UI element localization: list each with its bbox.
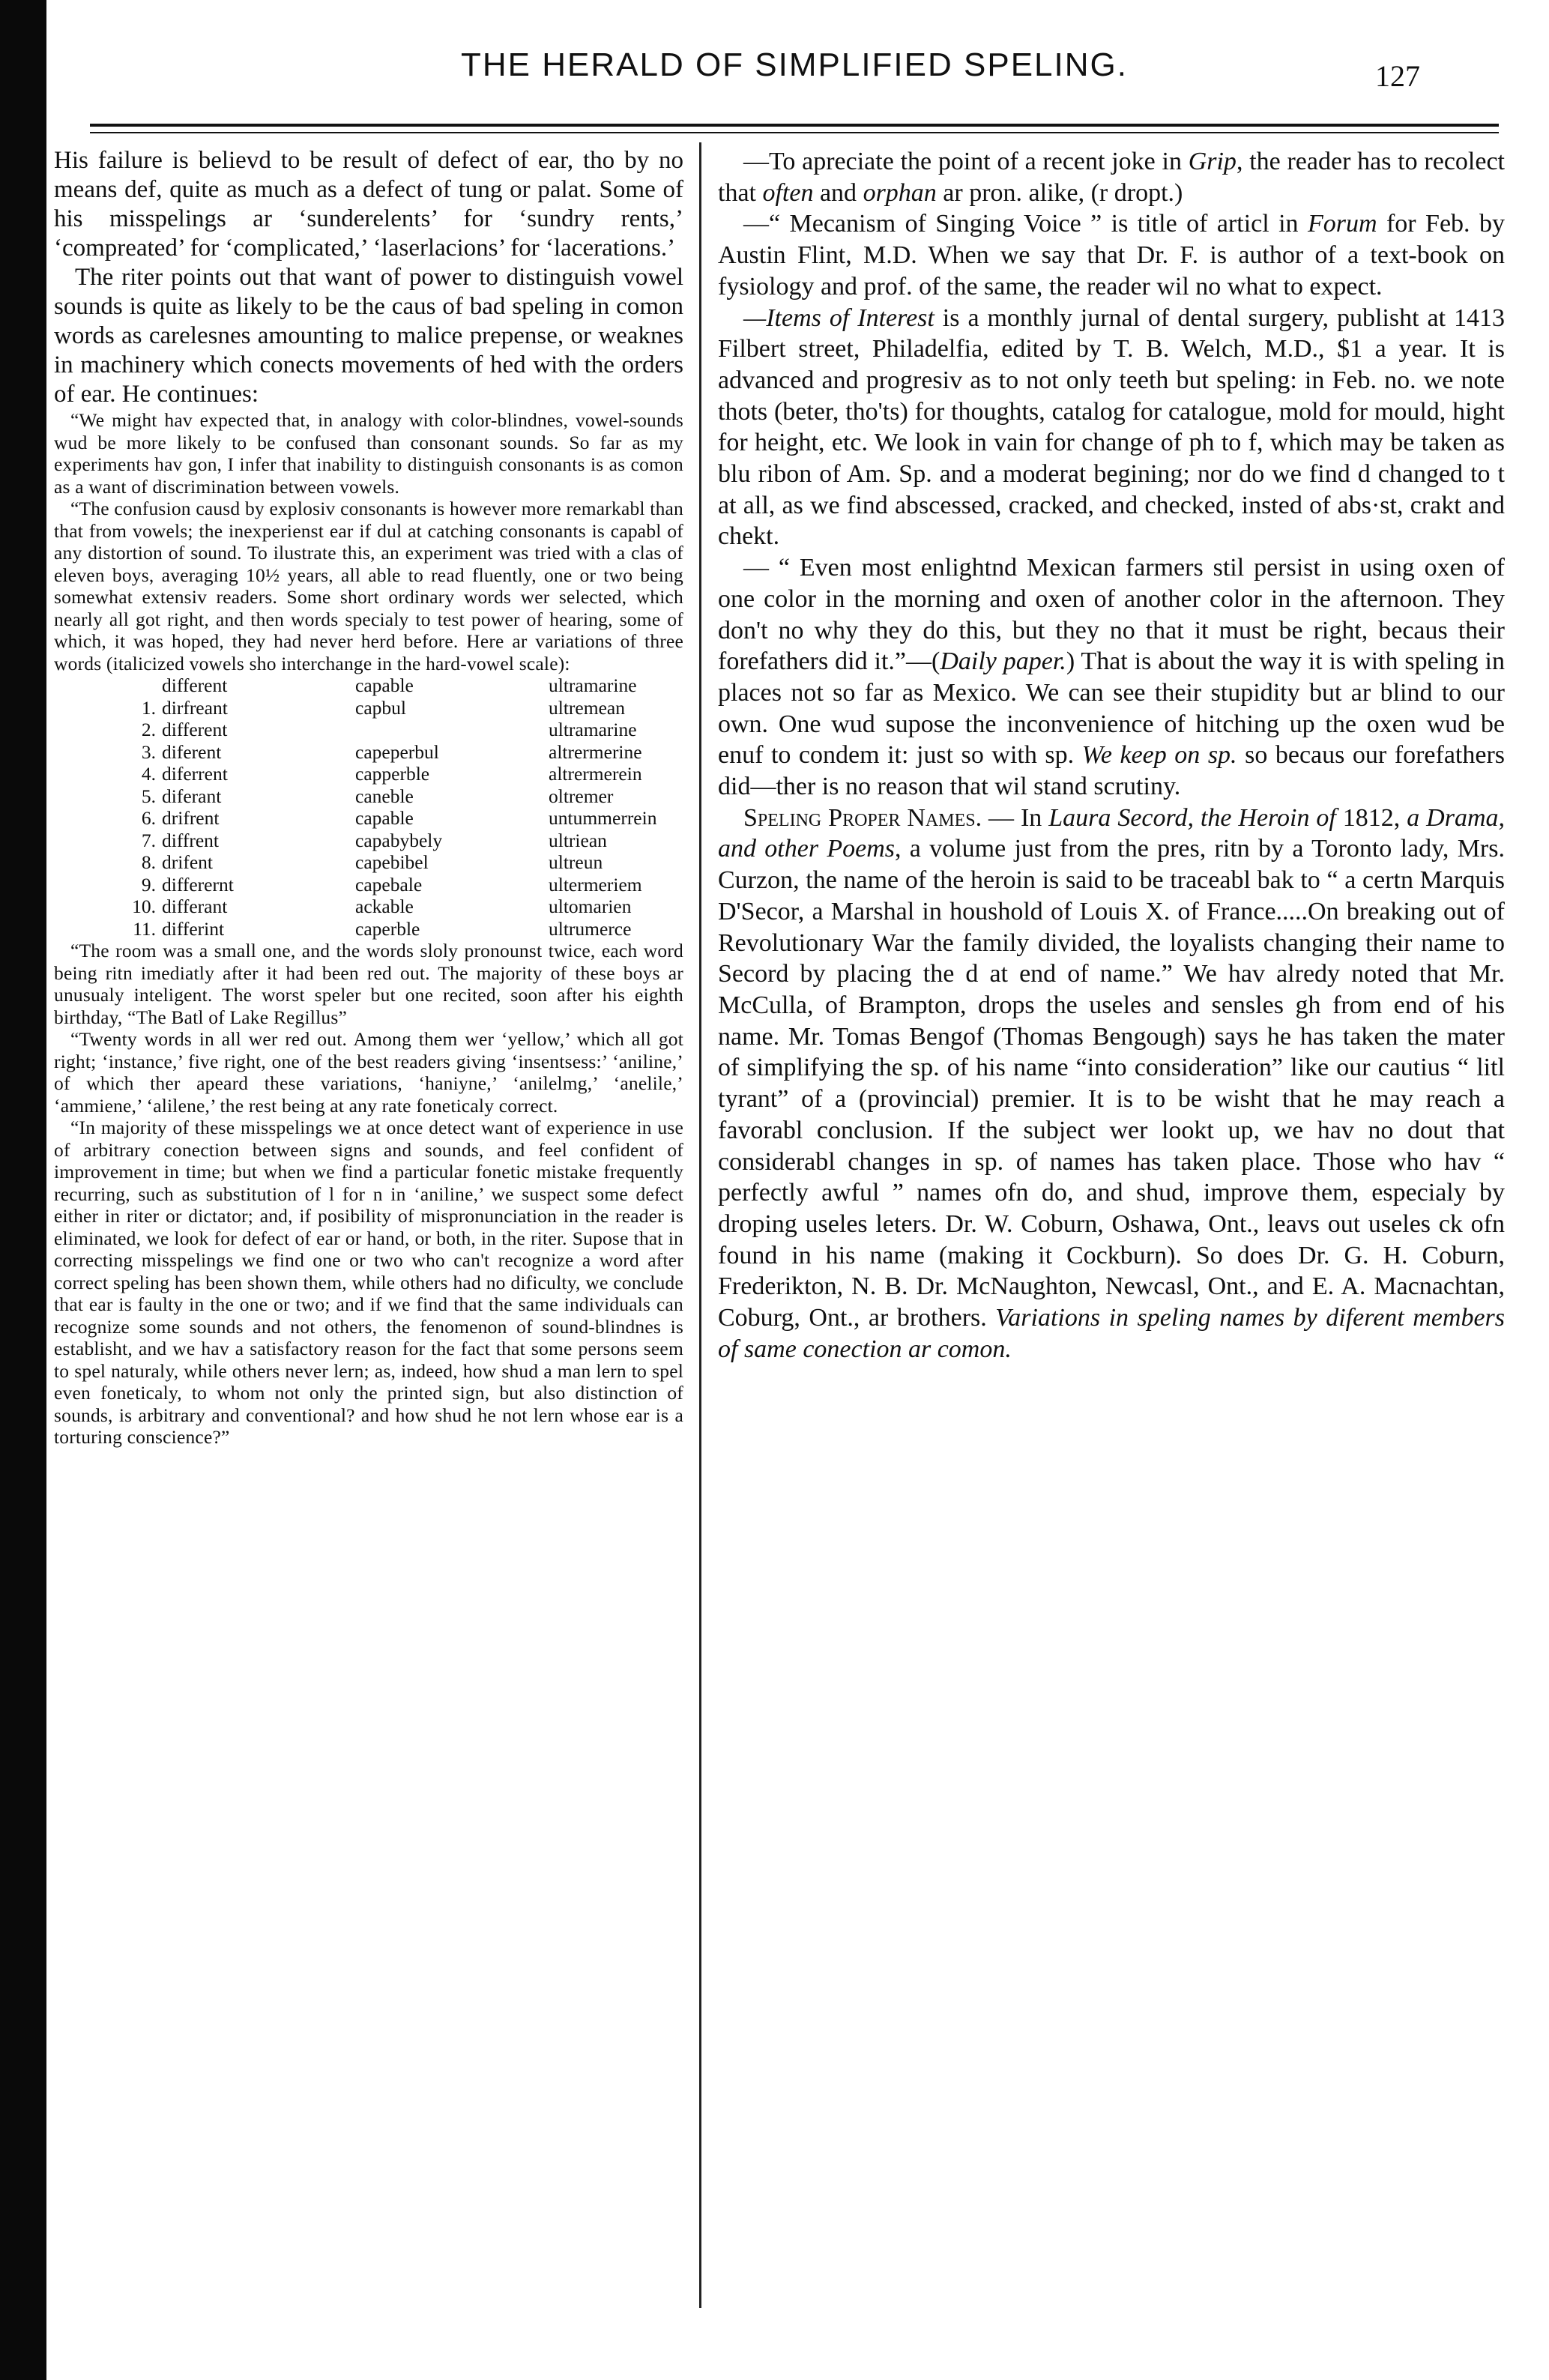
quote-paragraph: “The room was a small one, and the words sloly pronounst twice, each word being ritn imediatly after it had been red out. The majority of these boys ar unusualy inteligent. The worst speler but one recited, soon after his eighth birthday, “The Batl of Lake Regillus” [54,940,683,1028]
paragraph-speling-proper-names: Speling Proper Names. — In Laura Secord, the Heroin of 1812, a Drama, and other Poems, a volume just from the pres, ritn by a Toronto lady, Mrs. Curzon, the name of the heroin is said to be traceabl bak to “ a certn Marquis D'Secor, a Marshal in houshold of Louis X. of France.....On breaking out of Revolutionary War the family divided, the loyalists changing their name to Secord by placing the d at end of name.” We hav alredy noted that Mr. McCulla, of Brampton, drops the useles and sensles gh from end of his name. Mr. Tomas Bengof (Thomas Bengough) says he has taken the mater of simplifying the sp. of his name “into consideration” like our cautius “ litl tyrant” of a (provincial) premier. It is to be wisht that he may reach a favorabl conclusion. If the subject wer lookt up, we hav no dout that considerabl changes in sp. of names has taken place. Those who hav “ perfectly awful ” names ofn do, and shud, improve them, especialy by droping useles leters. Dr. W. Coburn, Oshawa, Ont., leavs out useles ck ofn found in his name (making it Cockburn). So does Dr. G. H. Coburn, Frederikton, N. B. Dr. McNaughton, Newcasl, Ont., and E. A. Macnachtan, Coburg, Ont., ar brothers. Variations in speling names by diferent members of same conection ar comon. [718,803,1505,1363]
table-header-cell: different [162,674,228,696]
paragraph-singing-voice: —“ Mecanism of Singing Voice ” is title of articl in Forum for Feb. by Austin Flint, M.D. When we say that Dr. F. is author of a text-book on fysiology and prof. of the same, the reader wil no what to expect. [718,210,1505,300]
table-row: 3. diferent capeperbul altrermerine [141,740,642,763]
running-header: THE HERALD OF SIMPLIFIED SPELING. [461,46,1128,83]
section-heading: Speling Proper Names. [743,803,982,832]
table-row: 8. drifent capebibel ultreun [141,851,603,873]
column-divider [699,142,701,2308]
misspelling-table [114,674,677,940]
scan-binding-edge [0,0,46,2380]
paragraph-mexican-farmers: — “ Even most enlightnd Mexican farmers stil persist in using oxen of one color in the morning and oxen of another color in the afternoon. They don't no why they do this, but they no that it must be right, becaus their forefathers did it.”—(Daily paper.) That is about the way it is with speling in places not so far as Mexico. We can see their stupidity but ar blind to our own. One wud supose the inconvenience of hitching up the oxen wud be enuf to condem it: just so with sp. We keep on sp. so becaus our forefathers did—ther is no reason that wil stand scrutiny. [718,554,1505,801]
table-header-cell: capable [355,674,414,696]
paragraph-items-of-interest: —Items of Interest is a monthly jurnal of dental surgery, publisht at 1413 Filbert street, Philadelfia, edited by T. B. Welch, M.D., $1 a year. It is advanced and progresiv as to not only teeth but speling: in Feb. no. we note thots (beter, tho'ts) for thoughts, catalog for catalogue, mold for mould, hight for height, etc. We look in vain for change of ph to f, which may be taken as blu ribon of Am. Sp. and a moderat begining; nor do we find d changed to t at all, as we find abscessed, cracked, and checked, insted of abs·st, crakt and chekt. [718,303,1505,551]
paragraph: His failure is believd to be result of defect of ear, tho by no means def, quite as much as a defect of tung or palat. Some of his misspelings ar ‘sunderelents’ for ‘sundry rents,’ ‘compreated’ for ‘complicated,’ ‘laserlacions’ for ‘lacerations.’ [54,147,683,262]
paragraph: The riter points out that want of power to distinguish vowel sounds is quite as likely to be the caus of bad speling in comon words as carelesnes amounting to malice prepense, or weaknes in machinery which conects movements of hed with the orders of ear. He continues: [54,264,683,408]
header-rule-thin [90,132,1499,133]
table-row: 9. differernt capebale ultermeriem [141,873,642,895]
quote-paragraph: “We might hav expected that, in analogy with color-blindnes, vowel-sounds wud be more likely to be confused than consonant sounds. So far as my experiments hav gon, I infer that inability to distinguish consonants is as comon as a want of discrimination between vowels. [54,409,683,498]
right-column [718,146,1505,1365]
table-row: 10. differant ackable ultomarien [132,895,632,917]
table-row: 6. drifrent capable untummerrein [141,807,657,829]
table-row: 4. diferrent capperble altrermerein [141,763,642,785]
table-row: 5. diferant caneble oltremer [141,785,614,807]
header-rule-thick [90,124,1499,127]
table-row: 1. dirfreant capbul ultremean [141,696,625,719]
table-row: 2. different ultramarine [141,719,637,740]
left-column [54,146,683,1449]
table-header-cell: ultramarine [549,674,637,696]
table-row: 11. differint caperble ultrumerce [133,917,632,940]
page-number: 127 [1375,59,1420,93]
quote-paragraph: “Twenty words in all wer red out. Among them wer ‘yellow,’ which all got right; ‘instance,’ five right, one of the best readers giving ‘insentsess:’ ‘aniline,’ of which ther apeard these variations, ‘haniyne,’ ‘anilelmg,’ ‘anelile,’ ‘ammiene,’ ‘alilene,’ the rest being at any rate foneticaly correct. [54,1028,683,1117]
table-header-row [114,674,677,697]
paragraph-grip-joke: —To apreciate the point of a recent joke in Grip, the reader has to recolect that often and orphan ar pron. alike, (r dropt.) [718,148,1505,207]
quote-paragraph: “The confusion causd by explosiv consonants is however more remarkabl than that from vowels; the inexperienst ear if dul at catching consonants is capabl of any distortion of sound. To ilustrate this, an experiment was tried with a clas of eleven boys, averaging 10½ years, all able to read fluently, one or two being somewhat extensiv readers. Some short ordinary words wer selected, which nearly all got right, and then words specialy to test power of hearing, some of which, it was hoped, they had never herd before. Here ar variations of three words (italicized vowels sho interchange in the hard-vowel scale): [54,498,683,674]
quote-paragraph: “In majority of these misspelings we at once detect want of experience in use of arbitrary conection between signs and sounds, and feel confident of improvement in time; but when we find a particular fonetic mistake frequently recurring, such as substitution of l for n in ‘aniline,’ we suspect some defect either in riter or dictator; and, if posibility of mispronunciation in the reader is eliminated, we look for defect of ear or hand, or both, in the riter. Supose that in correcting misspelings we find one or two who can't recognize a word after correct speling has been shown them, while others had no dificulty, we conclude that ear is faulty in the one or two; and if we find that the same individuals can recognize some sounds and not others, the fenomenon of sound-blindnes is establisht, and we hav a satisfactory reason for the fact that some persons seem to spel naturaly, while others never lern; as, indeed, how shud a man lern to spel even foneticaly, to whom not only the printed sign, but also distinction of sounds, is arbitrary and conventional? and how shud he not lern whose ear is a torturing conscience?” [54,1117,683,1448]
table-row: 7. diffrent capabybely ultriean [141,829,607,851]
